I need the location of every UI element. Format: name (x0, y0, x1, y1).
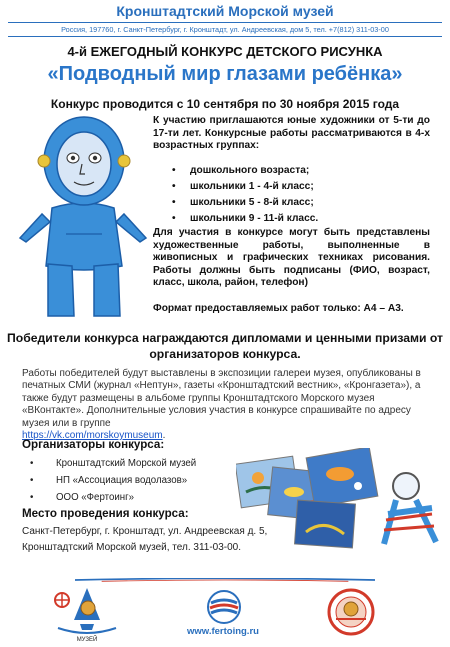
body-text (22, 368, 432, 442)
age-group-item: • школьники 1 - 4-й класс; (172, 179, 430, 195)
participation-text: Для участия в конкурсе могут быть представлены художественные работы, выполненные в живописных и графических техниках рисования. Работы должны быть подписаны (ФИО, возраст, класс, школа, район, телефон) (153, 227, 430, 289)
header-divider-bottom (8, 36, 442, 37)
diver-sketch (384, 473, 436, 544)
winners-text: Победители конкурса награждаются дипломами и ценными призами от организаторов конкурса. (6, 331, 444, 361)
place-line-1: Санкт-Петербург, г. Кронштадт, ул. Андреевская д. 5, (22, 526, 268, 537)
organizer-item: • НП «Ассоциация водолазов» (30, 472, 196, 489)
museum-address: Россия, 197760, г. Санкт-Петербург, г. Кронштадт, ул. Андреевская, дом 5, тел. +7(812) 311-03-00 (61, 25, 389, 34)
museum-logo (48, 584, 126, 644)
intro-text: К участию приглашаются юные художники от 5-ти до 17-ти лет. Конкурсные работы рассматриваются в 4-х возрастных группах: (153, 115, 430, 152)
museum-logo-text: МУЗЕЙ (76, 637, 98, 643)
footer-divider (0, 578, 450, 582)
child-diver-drawing (14, 116, 154, 326)
fertoing-logo (205, 589, 243, 625)
organizer-item: • ООО «Фертоинг» (30, 489, 196, 506)
age-groups-list (172, 163, 430, 227)
age-group-item: • школьники 9 - 11-й класс. (172, 211, 430, 227)
format-text: Формат предоставляемых работ только: А4 – А3. (153, 303, 404, 314)
link-suffix: . (162, 430, 166, 442)
place-address (22, 524, 267, 556)
footer-url[interactable]: www.fertoing.ru (187, 626, 259, 637)
museum-title: Кронштадтский Морской музей (116, 3, 334, 19)
organizer-item: • Кронштадтский Морской музей (30, 455, 196, 472)
age-group-item: • школьники 5 - 8-й класс; (172, 195, 430, 211)
organizers-title: Организаторы конкурса: (22, 438, 165, 451)
body-paragraph: Работы победителей будут выставлены в экспозиции галереи музея, опубликованы в печатных СМИ (журнал «Нептун», газеты «Кронштадтский вестник», «Кронгазета»), а также будут размещены в альбоме группы Кронштадтского Морского музея «ВКонтакте». Дополнительные условия участия в конкурсе спрашивайте по адресу музея или в группе (22, 368, 421, 429)
divers-association-logo (322, 587, 380, 637)
contest-title: «Подводный мир глазами ребёнка» (47, 63, 403, 85)
vk-group-link[interactable]: https://vk.com/morskoymuseum (22, 430, 163, 442)
contest-subtitle: 4-й ЕЖЕГОДНЫЙ КОНКУРС ДЕТСКОГО РИСУНКА (67, 44, 383, 59)
drawing-sheet-3 (306, 448, 378, 507)
drawings-collage (236, 448, 448, 560)
place-title: Место проведения конкурса: (22, 507, 189, 520)
age-group-item: • дошкольного возраста; (172, 163, 430, 179)
drawing-sheet-4 (295, 500, 356, 548)
place-line-2: Кронштадтский Морской музей, тел. 311-03-00. (22, 542, 242, 553)
header-divider-top (8, 22, 442, 23)
contest-dates: Конкурс проводится с 10 сентября по 30 ноября 2015 года (50, 97, 400, 111)
organizers-list (30, 455, 196, 506)
